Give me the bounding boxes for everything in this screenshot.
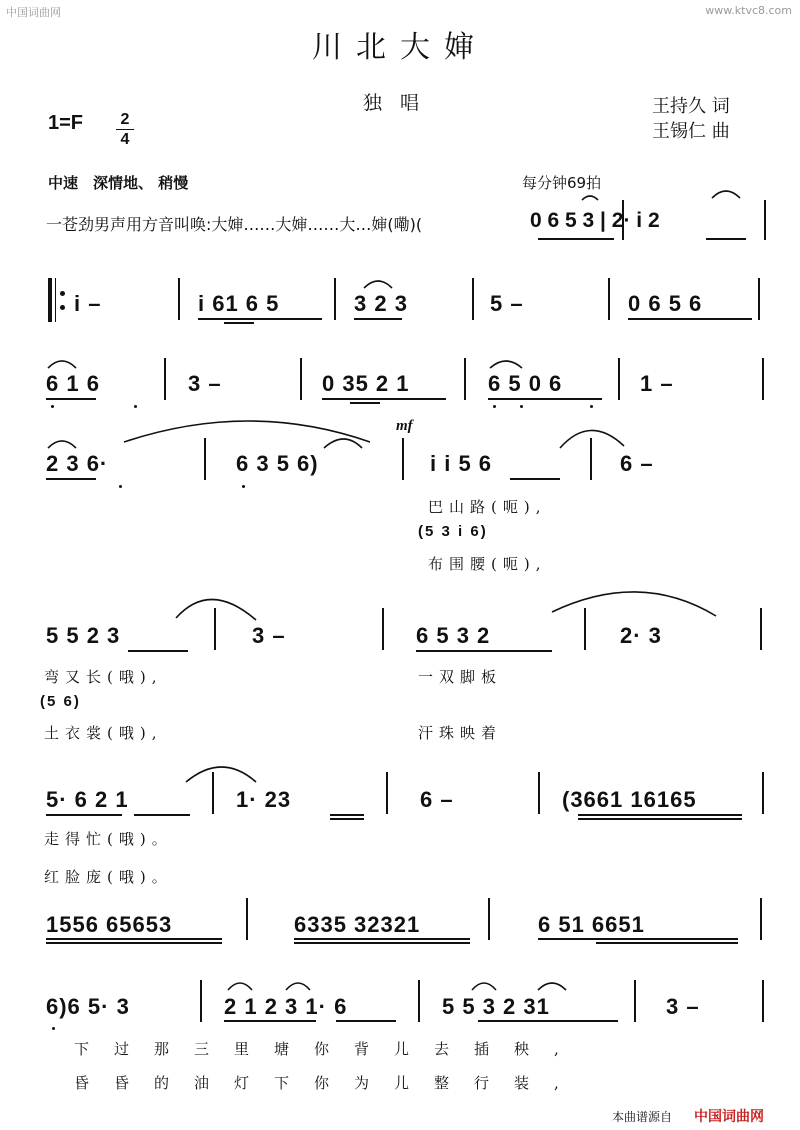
measure: 6 5 3 2 xyxy=(416,623,491,648)
lyric-line: 一双脚板 xyxy=(418,668,503,686)
measure: i i 5 6 xyxy=(430,451,493,476)
lyric-line: 下过那三里塘你背儿去插秧, xyxy=(74,1040,584,1058)
slur xyxy=(712,191,740,198)
measure: (3661 16165 xyxy=(562,787,697,812)
slur xyxy=(364,281,392,288)
lyric-line: 昏昏的油灯下你为儿整行装, xyxy=(74,1074,584,1092)
measure: 3 – xyxy=(188,371,222,396)
measure: 6335 32321 xyxy=(294,912,421,937)
footer-site-logo: 中国词曲网 xyxy=(694,1109,764,1125)
key-signature: 1=F xyxy=(48,112,84,134)
lyric-line: 布围腰(呃), xyxy=(428,555,547,573)
lyric-line: 走得忙(哦)。 xyxy=(44,830,173,848)
lyric-line: 弯又长(哦), xyxy=(44,668,163,686)
lyric-line: 土衣裳(哦), xyxy=(44,724,163,742)
footer-source-label: 本曲谱源自 xyxy=(612,1110,673,1124)
song-subtitle: 独唱 xyxy=(362,92,437,114)
measure: 6 5 0 6 xyxy=(488,371,563,396)
slur xyxy=(324,439,362,448)
slur xyxy=(286,983,310,990)
time-signature-bottom: 4 xyxy=(120,131,130,148)
lyric-line: 汗珠映着 xyxy=(418,724,503,742)
measure: 6 1 6 xyxy=(46,371,100,396)
measure: i 61 6 5 xyxy=(198,291,280,316)
slur xyxy=(228,983,252,990)
measure: 3 – xyxy=(666,994,700,1019)
metronome-marking: 每分钟69拍 xyxy=(522,174,602,192)
measure: 2 1 2 3 1· 6 xyxy=(224,994,348,1019)
measure: 2· 3 xyxy=(620,623,662,648)
measure: 6)6 5· 3 xyxy=(46,994,130,1019)
lyric-line: 巴山路(呃), xyxy=(428,498,547,516)
measure: 6 51 6651 xyxy=(538,912,645,937)
intro-instruction: 一苍劲男声用方音叫唤:大婶……大婶……大…婶(嘞)( xyxy=(46,215,423,234)
alt-notes: (5 3 i 6) xyxy=(418,523,488,540)
measure: 0 35 2 1 xyxy=(322,371,410,396)
composer-credit: 王锡仁 曲 xyxy=(652,121,730,142)
measure: 5· 6 2 1 xyxy=(46,787,129,812)
slur xyxy=(560,430,624,448)
watermark-right: www.ktvc8.com xyxy=(705,4,792,17)
measure: 1556 65653 xyxy=(46,912,173,937)
measure: 2 3 6· xyxy=(46,451,109,476)
measure: 1 – xyxy=(640,371,674,396)
slur xyxy=(552,592,716,616)
watermark-left: 中国词曲网 xyxy=(6,6,61,19)
measure: 5 – xyxy=(490,291,524,316)
dynamic-mf: mf xyxy=(396,418,413,434)
measure: 3 – xyxy=(252,623,286,648)
measure: 6 – xyxy=(620,451,654,476)
measure: 5 5 2 3 xyxy=(46,623,121,648)
slur xyxy=(490,361,522,368)
alt-notes: (5 6) xyxy=(40,693,81,710)
slur xyxy=(186,767,256,782)
intro-notes: 0 6 5 3 | 2· i 2 xyxy=(530,209,660,232)
slur xyxy=(48,441,76,448)
lyric-line: 红脸庞(哦)。 xyxy=(44,868,173,886)
lyricist-credit: 王持久 词 xyxy=(652,96,730,117)
measure: 6 3 5 6) xyxy=(236,451,319,476)
tempo-marking: 中速 深情地、 稍慢 xyxy=(48,174,189,192)
measure: 3 2 3 xyxy=(354,291,408,316)
measure: 6 – xyxy=(420,787,454,812)
slur xyxy=(124,421,370,442)
slur xyxy=(472,983,496,990)
slur xyxy=(176,599,256,620)
measure: 5 5 3 2 31 xyxy=(442,994,550,1019)
slur xyxy=(582,196,598,200)
slur xyxy=(48,361,76,368)
measure: 1· 23 xyxy=(236,787,292,812)
measure: i – xyxy=(74,291,102,316)
time-signature-top: 2 xyxy=(120,111,130,128)
song-title: 川北大婶 xyxy=(312,30,488,65)
measure: 0 6 5 6 xyxy=(628,291,703,316)
slur xyxy=(538,983,566,990)
